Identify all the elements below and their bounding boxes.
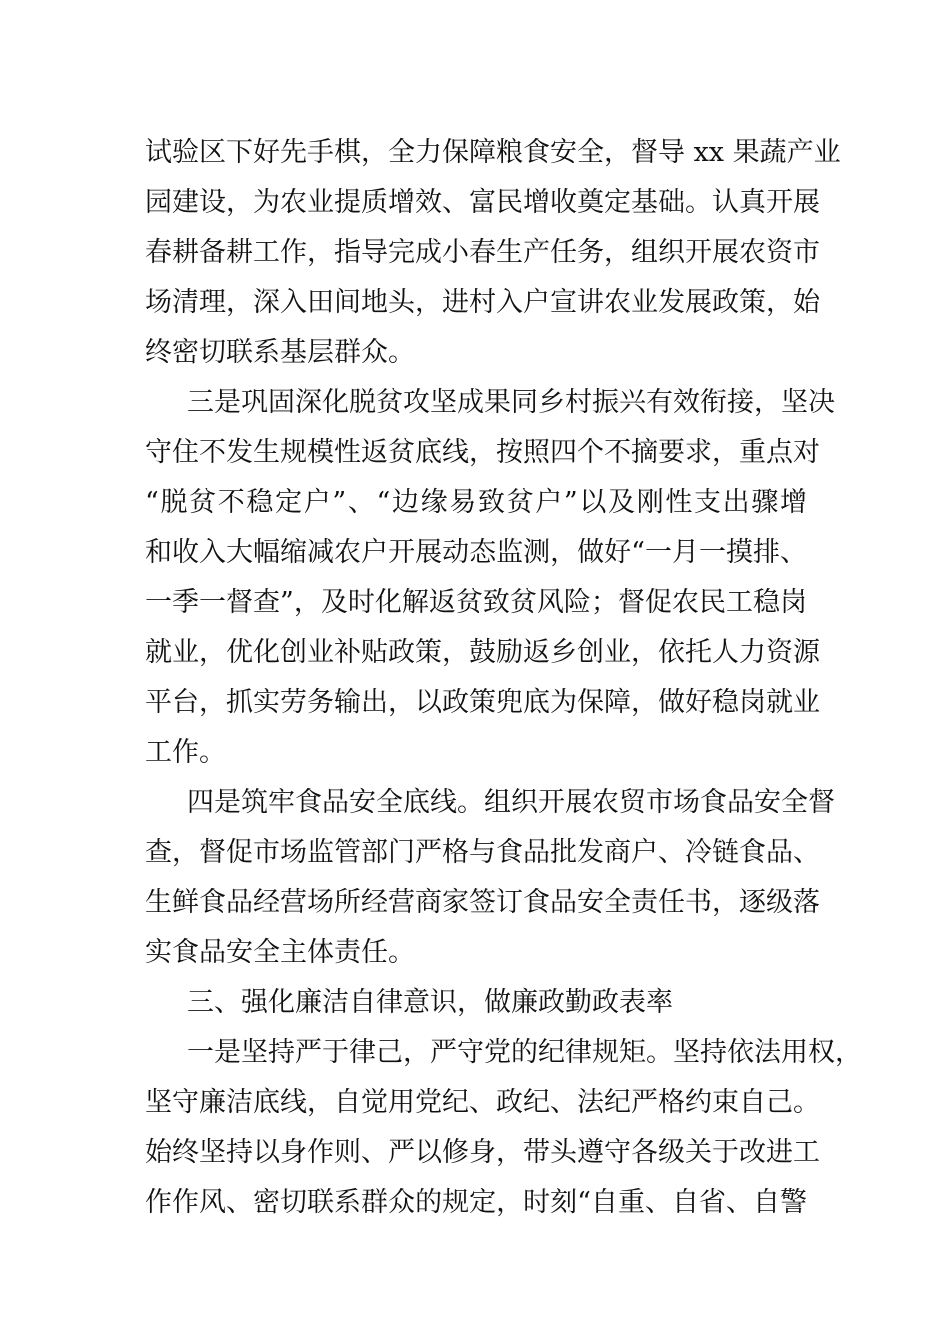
paragraph-2-line-3: “脱贫不稳定户”、“边缘易致贫户”以及刚性支出骤增 [145,487,807,518]
paragraph-3-line-3: 生鲜食品经营场所经营商家签订食品安全责任书，逐级落 [145,887,820,918]
paragraph-2-line-2: 守住不发生规模性返贫底线，按照四个不摘要求，重点对 [145,437,820,468]
paragraph-2-line-6: 就业，优化创业补贴政策，鼓励返乡创业，依托人力资源 [145,637,820,668]
paragraph-1-line-5: 终密切联系基层群众。 [145,337,415,368]
paragraph-2-line-1: 三是巩固深化脱贫攻坚成果同乡村振兴有效衔接，坚决 [187,387,835,418]
paragraph-3-line-4: 实食品安全主体责任。 [145,937,415,968]
paragraph-1-line-1: 试验区下好先手棋，全力保障粮食安全，督导 xx 果蔬产业 [145,137,841,168]
paragraph-3-line-1: 四是筑牢食品安全底线。组织开展农贸市场食品安全督 [187,787,835,818]
paragraph-1-line-3: 春耕备耕工作，指导完成小春生产任务，组织开展农资市 [145,237,820,268]
paragraph-3-line-2: 查，督促市场监管部门严格与食品批发商户、冷链食品、 [145,837,820,868]
paragraph-2-line-5: 一季一督查”，及时化解返贫致贫风险；督促农民工稳岗 [145,587,807,618]
paragraph-5-line-2: 坚守廉洁底线，自觉用党纪、政纪、法纪严格约束自己。 [145,1087,820,1118]
section-heading: 三、强化廉洁自律意识，做廉政勤政表率 [187,987,673,1018]
document-body [145,128,862,1228]
paragraph-2-line-4: 和收入大幅缩减农户开展动态监测，做好“一月一摸排、 [145,537,807,568]
paragraph-5-line-3: 始终坚持以身作则、严以修身，带头遵守各级关于改进工 [145,1137,820,1168]
paragraph-1-line-2: 园建设，为农业提质增效、富民增收奠定基础。认真开展 [145,187,820,218]
paragraph-2-line-8: 工作。 [145,737,226,768]
paragraph-2-line-7: 平台，抓实劳务输出，以政策兜底为保障，做好稳岗就业 [145,687,820,718]
paragraph-1-line-4: 场清理，深入田间地头，进村入户宣讲农业发展政策，始 [145,287,820,318]
paragraph-5-line-4: 作作风、密切联系群众的规定，时刻“自重、自省、自警 [145,1187,807,1218]
paragraph-5-line-1: 一是坚持严于律己，严守党的纪律规矩。坚持依法用权， [187,1037,862,1068]
